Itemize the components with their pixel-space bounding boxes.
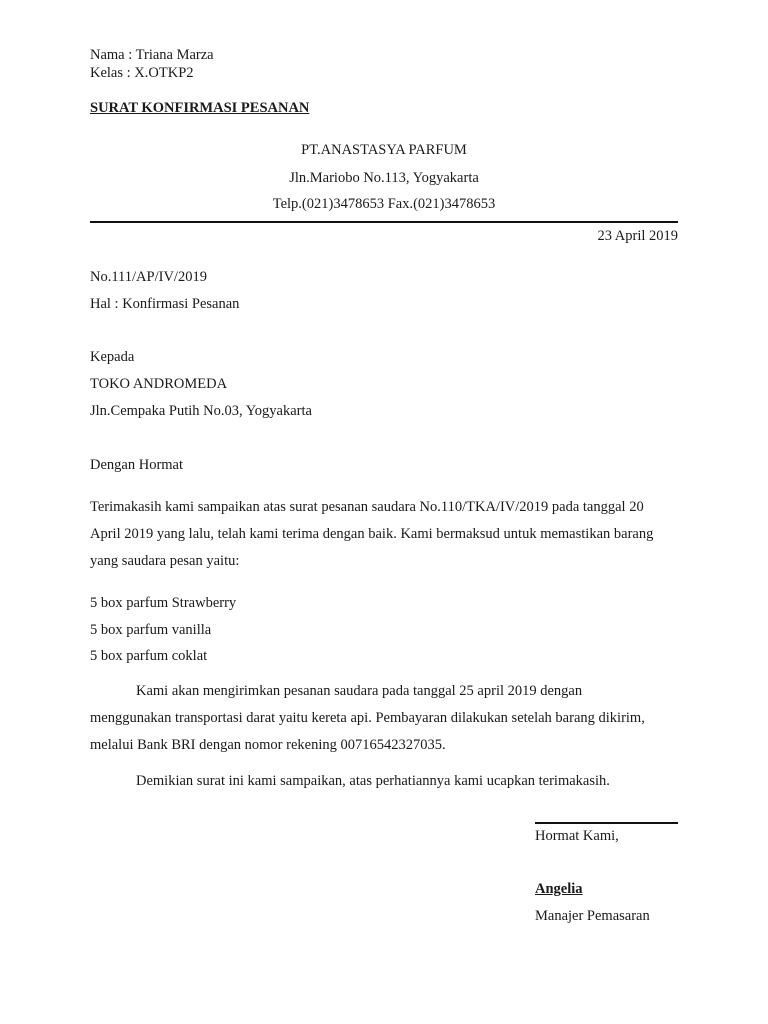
closing-statement: Demikian surat ini kami sampaikan, atas perhatiannya kami ucapkan terimakasih. bbox=[136, 773, 610, 789]
delivery-line-2: menggunakan transportasi darat yaitu kereta api. Pembayaran dilakukan setelah barang dikirim, bbox=[90, 710, 645, 726]
order-item: 5 box parfum vanilla bbox=[90, 622, 212, 638]
letter-subject: Hal : Konfirmasi Pesanan bbox=[90, 296, 240, 312]
student-name: Nama : Triana Marza bbox=[90, 47, 214, 63]
signature-divider bbox=[535, 822, 678, 824]
delivery-line-3: melalui Bank BRI dengan nomor rekening 00716542327035. bbox=[90, 737, 446, 753]
intro-line-1: Terimakasih kami sampaikan atas surat pesanan saudara No.110/TKA/IV/2019 pada tanggal 20 bbox=[90, 499, 644, 515]
letterhead-divider bbox=[90, 221, 678, 223]
order-item: 5 box parfum coklat bbox=[90, 648, 208, 664]
company-name: PT.ANASTASYA PARFUM bbox=[301, 142, 467, 158]
signatory-position: Manajer Pemasaran bbox=[535, 908, 650, 924]
salutation: Dengan Hormat bbox=[90, 457, 184, 473]
delivery-line-1: Kami akan mengirimkan pesanan saudara pada tanggal 25 april 2019 dengan bbox=[136, 683, 583, 699]
company-contact: Telp.(021)3478653 Fax.(021)3478653 bbox=[272, 196, 496, 212]
reference-number: No.111/AP/IV/2019 bbox=[90, 269, 207, 285]
student-class: Kelas : X.OTKP2 bbox=[90, 65, 194, 81]
order-item: 5 box parfum Strawberry bbox=[90, 595, 237, 611]
company-address: Jln.Mariobo No.113, Yogyakarta bbox=[289, 170, 479, 186]
regards: Hormat Kami, bbox=[535, 828, 619, 844]
intro-line-3: yang saudara pesan yaitu: bbox=[90, 553, 240, 569]
recipient-address: Jln.Cempaka Putih No.03, Yogyakarta bbox=[90, 403, 312, 419]
intro-line-2: April 2019 yang lalu, telah kami terima dengan baik. Kami bermaksud untuk memastikan barang bbox=[90, 526, 654, 542]
letter-date: 23 April 2019 bbox=[597, 228, 678, 244]
recipient-name: TOKO ANDROMEDA bbox=[90, 376, 228, 392]
document-title: SURAT KONFIRMASI PESANAN bbox=[90, 100, 310, 116]
signatory-name: Angelia bbox=[535, 881, 583, 897]
recipient-to: Kepada bbox=[90, 349, 135, 365]
